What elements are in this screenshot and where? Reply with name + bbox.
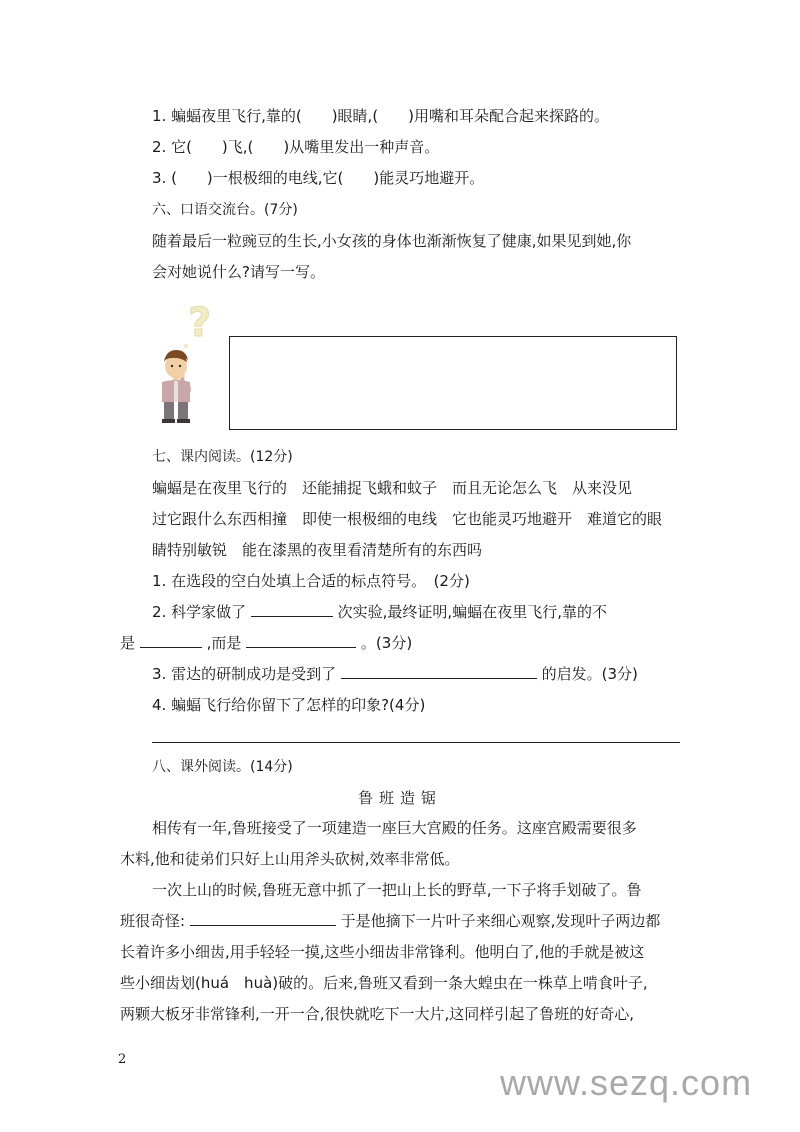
section-7-question-1: 1. 在选段的空白处填上合适的标点符号。 (2分) bbox=[152, 572, 470, 590]
story-line-4-part-a: 班很奇怪: bbox=[120, 912, 186, 930]
section-7-passage-line-3: 睛特别敏锐 能在漆黑的夜里看清楚所有的东西吗 bbox=[152, 541, 483, 559]
q2-part-e: 。(3分) bbox=[360, 634, 413, 652]
q5-line-2: 2. 它( )飞,( )从嘴里发出一种声音。 bbox=[152, 138, 440, 156]
section-7-passage-line-2: 过它跟什么东西相撞 即使一根极细的电线 它也能灵巧地避开 难道它的眼 bbox=[152, 510, 663, 528]
story-line-1: 相传有一年,鲁班接受了一项建造一座巨大宫殿的任务。这座宫殿需要很多 bbox=[152, 819, 637, 837]
answer-line[interactable] bbox=[152, 742, 680, 743]
q5-line-3: 3. ( )一根极细的电线,它( )能灵巧地避开。 bbox=[152, 169, 485, 187]
q2-blank-3[interactable] bbox=[246, 633, 356, 648]
page-number: 2 bbox=[118, 1052, 127, 1067]
section-6-heading: 六、口语交流台。(7分) bbox=[152, 202, 298, 218]
section-6-prompt-line-1: 随着最后一粒豌豆的生长,小女孩的身体也渐渐恢复了健康,如果见到她,你 bbox=[152, 232, 632, 250]
q2-blank-1[interactable] bbox=[251, 602, 333, 617]
section-7-heading: 七、课内阅读。(12分) bbox=[152, 449, 293, 465]
section-7-question-2-cont bbox=[120, 633, 412, 653]
q3-blank[interactable] bbox=[341, 664, 537, 679]
section-8-heading: 八、课外阅读。(14分) bbox=[152, 759, 293, 775]
story-line-7: 两颗大板牙非常锋利,一开一合,很快就吃下一大片,这同样引起了鲁班的好奇心, bbox=[120, 1005, 635, 1023]
q2-part-d: ,而是 bbox=[206, 634, 242, 652]
section-7-question-3 bbox=[152, 664, 638, 684]
q3-part-a: 3. 雷达的研制成功是受到了 bbox=[152, 665, 337, 683]
q2-part-a: 2. 科学家做了 bbox=[152, 603, 247, 621]
watermark: www.sezq.com bbox=[500, 1062, 753, 1103]
section-7-question-2 bbox=[152, 602, 607, 622]
svg-text:?: ? bbox=[188, 300, 212, 346]
answer-box[interactable] bbox=[229, 336, 677, 430]
section-7-question-4: 4. 蝙蝠飞行给你留下了怎样的印象?(4分) bbox=[152, 696, 426, 714]
story-line-4 bbox=[120, 911, 660, 931]
story-line-5: 长着许多小细齿,用手轻轻一摸,这些小细齿非常锋利。他明白了,他的手就是被这 bbox=[120, 943, 645, 961]
story-line-4-part-b: 于是他摘下一片叶子来细心观察,发现叶子两边都 bbox=[340, 912, 661, 930]
q2-blank-2[interactable] bbox=[140, 633, 202, 648]
section-7-passage-line-1: 蝙蝠是在夜里飞行的 还能捕捉飞蛾和蚊子 而且无论怎么飞 从来没见 bbox=[152, 479, 633, 497]
thinking-boy-illustration bbox=[150, 298, 220, 426]
story-line-3: 一次上山的时候,鲁班无意中抓了一把山上长的野草,一下子将手划破了。鲁 bbox=[152, 881, 642, 899]
story-line-2: 木料,他和徒弟们只好上山用斧头砍树,效率非常低。 bbox=[120, 850, 460, 868]
section-6-prompt-line-2: 会对她说什么?请写一写。 bbox=[152, 263, 325, 281]
q2-part-b: 次实验,最终证明,蝙蝠在夜里飞行,靠的不 bbox=[337, 603, 607, 621]
story-line-6: 些小细齿划(huá huà)破的。后来,鲁班又看到一条大蝗虫在一株草上啃食叶子, bbox=[120, 974, 648, 992]
q5-line-1: 1. 蝙蝠夜里飞行,靠的( )眼睛,( )用嘴和耳朵配合起来探路的。 bbox=[152, 107, 610, 125]
story-title: 鲁班造锯 bbox=[357, 789, 442, 807]
q2-part-c: 是 bbox=[120, 634, 136, 652]
story-blank[interactable] bbox=[190, 911, 336, 926]
q3-part-b: 的启发。(3分) bbox=[541, 665, 638, 683]
